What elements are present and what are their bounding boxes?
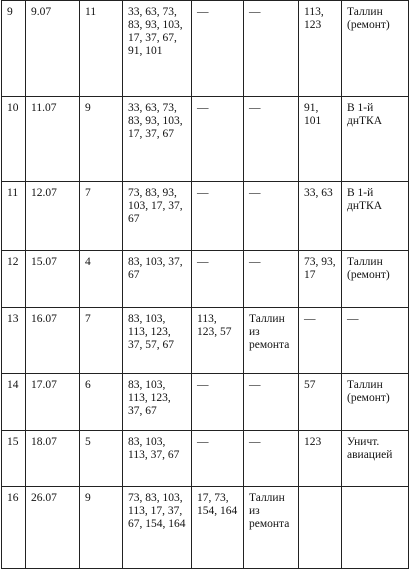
departed-cell: 33, 63 (299, 182, 342, 251)
count-cell: 9 (80, 487, 123, 569)
row-number: 9 (2, 1, 26, 97)
boat-status-table (1, 0, 409, 569)
boat-list-cell: 33, 63, 73, 83, 93, 103, 17, 37, 67, 91, 101 (123, 1, 192, 97)
count-cell: 4 (80, 251, 123, 308)
count-cell: 6 (80, 374, 123, 431)
departed-cell: 73, 93, 17 (299, 251, 342, 308)
arrived-cell: — (192, 431, 244, 487)
boat-list-cell: 83, 103, 113, 37, 67 (123, 431, 192, 487)
row-number: 15 (2, 431, 26, 487)
date-cell: 12.07 (26, 182, 80, 251)
arrived-from-cell: Таллин из ремонта (244, 308, 299, 374)
departed-cell (299, 487, 342, 569)
date-cell: 18.07 (26, 431, 80, 487)
row-number: 11 (2, 182, 26, 251)
note-cell: Таллин (ремонт) (342, 374, 409, 431)
table-row (2, 1, 409, 97)
arrived-cell: — (192, 182, 244, 251)
note-cell: — (342, 308, 409, 374)
date-cell: 15.07 (26, 251, 80, 308)
date-cell: 9.07 (26, 1, 80, 97)
boat-list-cell: 83, 103, 113, 123, 37, 57, 67 (123, 308, 192, 374)
arrived-cell: 17, 73, 154, 164 (192, 487, 244, 569)
date-cell: 16.07 (26, 308, 80, 374)
row-number: 10 (2, 97, 26, 182)
departed-cell: 57 (299, 374, 342, 431)
arrived-from-cell: — (244, 182, 299, 251)
row-number: 12 (2, 251, 26, 308)
count-cell: 9 (80, 97, 123, 182)
arrived-from-cell: — (244, 251, 299, 308)
boat-list-cell: 83, 103, 37, 67 (123, 251, 192, 308)
table-row (2, 374, 409, 431)
boat-list-cell: 33, 63, 73, 83, 93, 103, 17, 37, 67 (123, 97, 192, 182)
arrived-from-cell: Таллин из ремонта (244, 487, 299, 569)
note-cell (342, 487, 409, 569)
arrived-from-cell: — (244, 97, 299, 182)
table-row (2, 182, 409, 251)
date-cell: 17.07 (26, 374, 80, 431)
count-cell: 11 (80, 1, 123, 97)
departed-cell: 123 (299, 431, 342, 487)
boat-list-cell: 83, 103, 113, 123, 37, 67 (123, 374, 192, 431)
departed-cell: 91, 101 (299, 97, 342, 182)
departed-cell: 113, 123 (299, 1, 342, 97)
table-row (2, 308, 409, 374)
count-cell: 7 (80, 308, 123, 374)
table-row (2, 487, 409, 569)
arrived-cell: — (192, 97, 244, 182)
note-cell: В 1-й днТКА (342, 182, 409, 251)
arrived-from-cell: — (244, 431, 299, 487)
arrived-from-cell: — (244, 1, 299, 97)
departed-cell: — (299, 308, 342, 374)
boat-list-cell: 73, 83, 93, 103, 17, 37, 67 (123, 182, 192, 251)
count-cell: 7 (80, 182, 123, 251)
row-number: 14 (2, 374, 26, 431)
arrived-cell: — (192, 251, 244, 308)
note-cell: Уничт. авиацией (342, 431, 409, 487)
table-row (2, 251, 409, 308)
note-cell: В 1-й днТКА (342, 97, 409, 182)
arrived-from-cell: — (244, 374, 299, 431)
arrived-cell: 113, 123, 57 (192, 308, 244, 374)
arrived-cell: — (192, 374, 244, 431)
boat-list-cell: 73, 83, 103, 113, 17, 37, 67, 154, 164 (123, 487, 192, 569)
date-cell: 11.07 (26, 97, 80, 182)
arrived-cell: — (192, 1, 244, 97)
row-number: 16 (2, 487, 26, 569)
table-row (2, 97, 409, 182)
row-number: 13 (2, 308, 26, 374)
date-cell: 26.07 (26, 487, 80, 569)
count-cell: 5 (80, 431, 123, 487)
table-row (2, 431, 409, 487)
note-cell: Таллин (ремонт) (342, 251, 409, 308)
note-cell: Таллин (ремонт) (342, 1, 409, 97)
